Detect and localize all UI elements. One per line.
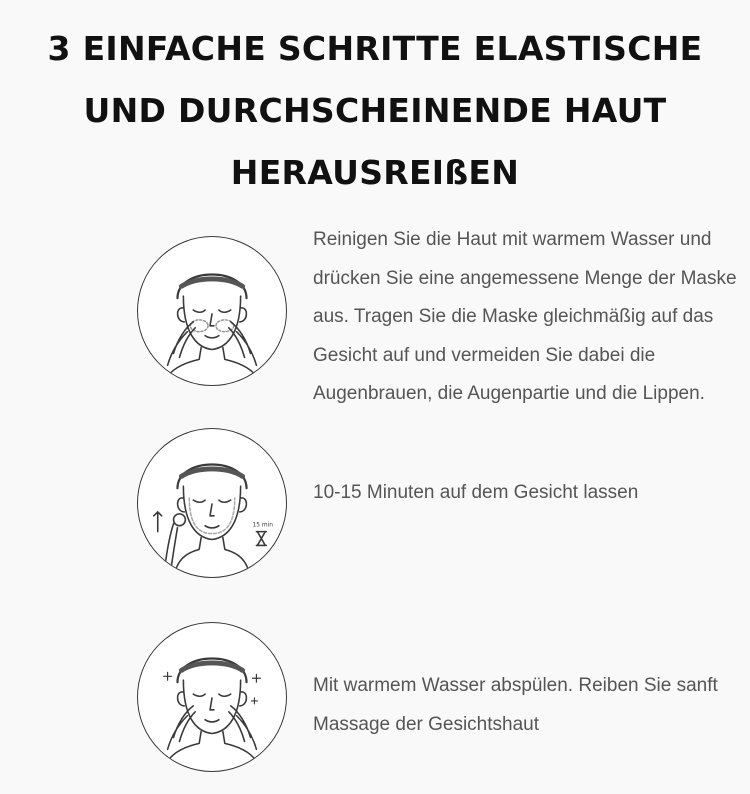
timer-label: 15 min <box>252 522 273 529</box>
page-title <box>0 18 750 204</box>
step-1-text: Reinigen Sie die Haut mit warmem Wasser und drücken Sie eine angemessene Menge der Maske aus. Tragen Sie die Maske gleichmäßig auf das Gesicht auf und vermeiden Sie dabei die Augenbrauen, die Augenpartie und die Lippen. <box>313 229 737 404</box>
step-2-illustration <box>137 428 287 578</box>
face-wait-timer-icon <box>138 429 286 577</box>
title-line-1: 3 EINFACHE SCHRITTE ELASTISCHE <box>47 29 703 68</box>
step-3-illustration <box>137 622 287 772</box>
title-line-2: UND DURCHSCHEINENDE HAUT <box>83 91 667 130</box>
step-3-text: Mit warmem Wasser abspülen. Reiben Sie sanft Massage der Gesichtshaut <box>313 675 718 735</box>
face-rinse-massage-icon <box>138 623 286 771</box>
step-2-text: 10-15 Minuten auf dem Gesicht lassen <box>313 482 639 503</box>
face-apply-mask-icon <box>138 237 286 385</box>
step-1-illustration <box>137 236 287 386</box>
title-line-3: HERAUSREIßEN <box>230 153 520 192</box>
